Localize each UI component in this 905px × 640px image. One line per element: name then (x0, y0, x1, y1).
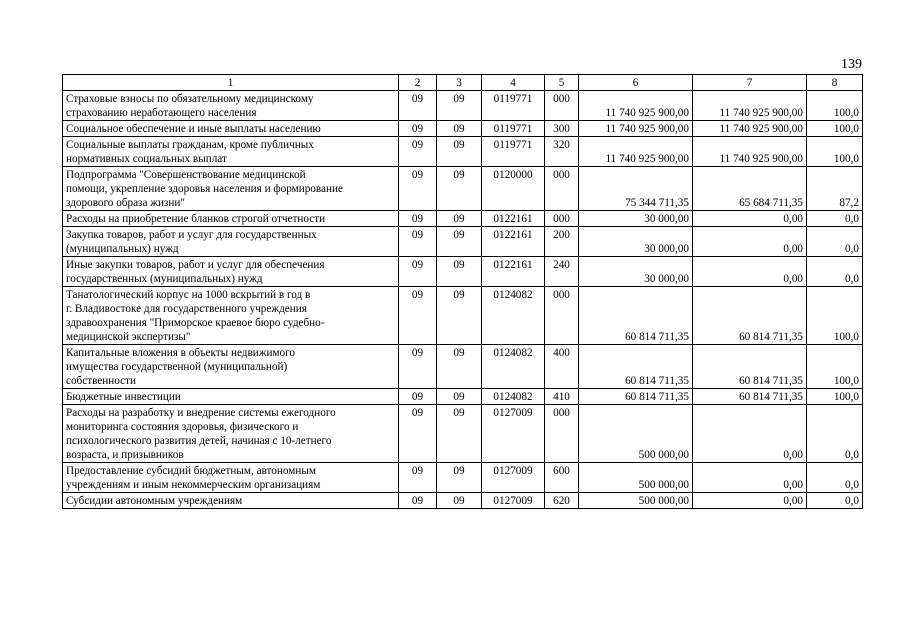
cell-c5: 240 (545, 257, 579, 287)
row-name-line: государственных (муниципальных) нужд (66, 273, 263, 285)
row-name-line: (муниципальных) нужд (66, 243, 179, 255)
row-name-line: имущества государственной (муниципальной) (66, 361, 288, 373)
column-header-6: 6 (579, 75, 693, 91)
cell-c7: 0,00 (693, 211, 807, 227)
cell-c4: 0119771 (482, 91, 545, 121)
row-name (63, 463, 399, 493)
cell-c8: 0,0 (807, 463, 863, 493)
row-name-line: Иные закупки товаров, работ и услуг для обеспечения (66, 259, 325, 271)
row-name-line: Танатологический корпус на 1000 вскрытий в год в (66, 289, 311, 301)
table-row (63, 345, 863, 389)
row-name-line: Бюджетные инвестиции (66, 391, 181, 403)
table-row (63, 493, 863, 509)
row-name-line: Предоставление субсидий бюджетным, автономным (66, 465, 316, 477)
cell-c8: 87,2 (807, 167, 863, 211)
cell-c5: 620 (545, 493, 579, 509)
cell-c3: 09 (437, 287, 482, 345)
cell-c8: 0,0 (807, 227, 863, 257)
column-header-8: 8 (807, 75, 863, 91)
cell-c6: 11 740 925 900,00 (579, 121, 693, 137)
cell-c5: 320 (545, 137, 579, 167)
column-header-5: 5 (545, 75, 579, 91)
row-name (63, 287, 399, 345)
cell-c4: 0120000 (482, 167, 545, 211)
cell-c8: 0,0 (807, 211, 863, 227)
cell-c3: 09 (437, 91, 482, 121)
table-row (63, 121, 863, 137)
column-header-7: 7 (693, 75, 807, 91)
cell-c2: 09 (399, 121, 437, 137)
cell-c2: 09 (399, 345, 437, 389)
cell-c2: 09 (399, 287, 437, 345)
row-name-line: нормативных социальных выплат (66, 153, 227, 165)
cell-c8: 0,0 (807, 257, 863, 287)
row-name (63, 137, 399, 167)
row-name (63, 345, 399, 389)
cell-c7: 11 740 925 900,00 (693, 91, 807, 121)
cell-c3: 09 (437, 167, 482, 211)
cell-c2: 09 (399, 91, 437, 121)
cell-c4: 0124082 (482, 287, 545, 345)
cell-c5: 200 (545, 227, 579, 257)
cell-c7: 0,00 (693, 463, 807, 493)
row-name-line: здорового образа жизни" (66, 197, 185, 209)
cell-c5: 410 (545, 389, 579, 405)
row-name-line: собственности (66, 375, 136, 387)
budget-table (62, 74, 863, 509)
row-name-line: возраста, и призывников (66, 449, 184, 461)
cell-c8: 100,0 (807, 137, 863, 167)
cell-c7: 11 740 925 900,00 (693, 137, 807, 167)
cell-c5: 300 (545, 121, 579, 137)
cell-c3: 09 (437, 463, 482, 493)
cell-c7: 0,00 (693, 493, 807, 509)
cell-c7: 0,00 (693, 227, 807, 257)
table-row (63, 463, 863, 493)
cell-c3: 09 (437, 345, 482, 389)
cell-c8: 100,0 (807, 389, 863, 405)
row-name (63, 91, 399, 121)
cell-c8: 0,0 (807, 405, 863, 463)
cell-c5: 000 (545, 287, 579, 345)
cell-c5: 000 (545, 167, 579, 211)
cell-c2: 09 (399, 493, 437, 509)
cell-c5: 400 (545, 345, 579, 389)
cell-c3: 09 (437, 257, 482, 287)
row-name-line: здравоохранения "Приморское краевое бюро судебно- (66, 317, 325, 329)
column-header-1: 1 (63, 75, 399, 91)
cell-c6: 30 000,00 (579, 211, 693, 227)
row-name-line: Социальные выплаты гражданам, кроме публичных (66, 139, 314, 151)
row-name-line: Расходы на разработку и внедрение системы ежегодного (66, 407, 336, 419)
cell-c2: 09 (399, 211, 437, 227)
cell-c4: 0127009 (482, 463, 545, 493)
cell-c5: 000 (545, 211, 579, 227)
cell-c2: 09 (399, 257, 437, 287)
cell-c6: 500 000,00 (579, 463, 693, 493)
cell-c4: 0122161 (482, 257, 545, 287)
cell-c2: 09 (399, 137, 437, 167)
cell-c5: 000 (545, 91, 579, 121)
cell-c6: 30 000,00 (579, 227, 693, 257)
cell-c6: 11 740 925 900,00 (579, 91, 693, 121)
table-row (63, 389, 863, 405)
cell-c7: 0,00 (693, 405, 807, 463)
row-name (63, 211, 399, 227)
cell-c2: 09 (399, 227, 437, 257)
cell-c6: 60 814 711,35 (579, 389, 693, 405)
cell-c8: 100,0 (807, 345, 863, 389)
table-row (63, 227, 863, 257)
table-row (63, 91, 863, 121)
cell-c8: 100,0 (807, 91, 863, 121)
cell-c4: 0119771 (482, 121, 545, 137)
column-header-4: 4 (482, 75, 545, 91)
cell-c8: 100,0 (807, 287, 863, 345)
table-row (63, 137, 863, 167)
cell-c6: 500 000,00 (579, 405, 693, 463)
cell-c3: 09 (437, 493, 482, 509)
table-row (63, 257, 863, 287)
row-name-line: Закупка товаров, работ и услуг для государственных (66, 229, 317, 241)
cell-c4: 0122161 (482, 211, 545, 227)
row-name-line: Субсидии автономным учреждениям (66, 495, 243, 507)
row-name-line: помощи, укрепление здоровья населения и формирование (66, 183, 343, 195)
row-name-line: Капитальные вложения в объекты недвижимого (66, 347, 296, 359)
cell-c8: 100,0 (807, 121, 863, 137)
row-name (63, 493, 399, 509)
cell-c4: 0122161 (482, 227, 545, 257)
row-name (63, 121, 399, 137)
cell-c3: 09 (437, 121, 482, 137)
cell-c7: 65 684 711,35 (693, 167, 807, 211)
cell-c7: 60 814 711,35 (693, 287, 807, 345)
row-name-line: мониторинга состояния здоровья, физического и (66, 421, 299, 433)
cell-c2: 09 (399, 463, 437, 493)
table-row (63, 287, 863, 345)
cell-c7: 60 814 711,35 (693, 389, 807, 405)
cell-c7: 0,00 (693, 257, 807, 287)
row-name (63, 389, 399, 405)
cell-c2: 09 (399, 389, 437, 405)
row-name-line: учреждениям и иным некоммерческим организациям (66, 479, 321, 491)
cell-c4: 0119771 (482, 137, 545, 167)
cell-c7: 60 814 711,35 (693, 345, 807, 389)
cell-c2: 09 (399, 167, 437, 211)
table-row (63, 167, 863, 211)
row-name-line: Подпрограмма "Совершенствование медицинской (66, 169, 306, 181)
cell-c4: 0127009 (482, 493, 545, 509)
row-name-line: Страховые взносы по обязательному медицинскому (66, 93, 314, 105)
table-row (63, 405, 863, 463)
cell-c6: 60 814 711,35 (579, 287, 693, 345)
cell-c3: 09 (437, 389, 482, 405)
row-name (63, 257, 399, 287)
cell-c7: 11 740 925 900,00 (693, 121, 807, 137)
table-body (63, 91, 863, 509)
row-name-line: Социальное обеспечение и иные выплаты населению (66, 123, 321, 135)
row-name-line: психологического развития детей, начиная с 10-летнего (66, 435, 332, 447)
cell-c6: 30 000,00 (579, 257, 693, 287)
column-header-3: 3 (437, 75, 482, 91)
cell-c8: 0,0 (807, 493, 863, 509)
row-name-line: страхованию неработающего населения (66, 107, 257, 119)
cell-c2: 09 (399, 405, 437, 463)
row-name (63, 227, 399, 257)
cell-c4: 0124082 (482, 389, 545, 405)
cell-c3: 09 (437, 227, 482, 257)
cell-c4: 0124082 (482, 345, 545, 389)
cell-c5: 000 (545, 405, 579, 463)
header-row (63, 75, 863, 91)
cell-c3: 09 (437, 405, 482, 463)
row-name (63, 405, 399, 463)
cell-c5: 600 (545, 463, 579, 493)
cell-c6: 11 740 925 900,00 (579, 137, 693, 167)
cell-c4: 0127009 (482, 405, 545, 463)
cell-c6: 75 344 711,35 (579, 167, 693, 211)
row-name-line: г. Владивостоке для государственного учреждения (66, 303, 307, 315)
page-number: 139 (841, 57, 862, 72)
row-name-line: медицинской экспертизы" (66, 331, 191, 343)
row-name (63, 167, 399, 211)
row-name-line: Расходы на приобретение бланков строгой отчетности (66, 213, 326, 225)
cell-c6: 500 000,00 (579, 493, 693, 509)
cell-c3: 09 (437, 137, 482, 167)
cell-c6: 60 814 711,35 (579, 345, 693, 389)
table-row (63, 211, 863, 227)
cell-c3: 09 (437, 211, 482, 227)
column-header-2: 2 (399, 75, 437, 91)
